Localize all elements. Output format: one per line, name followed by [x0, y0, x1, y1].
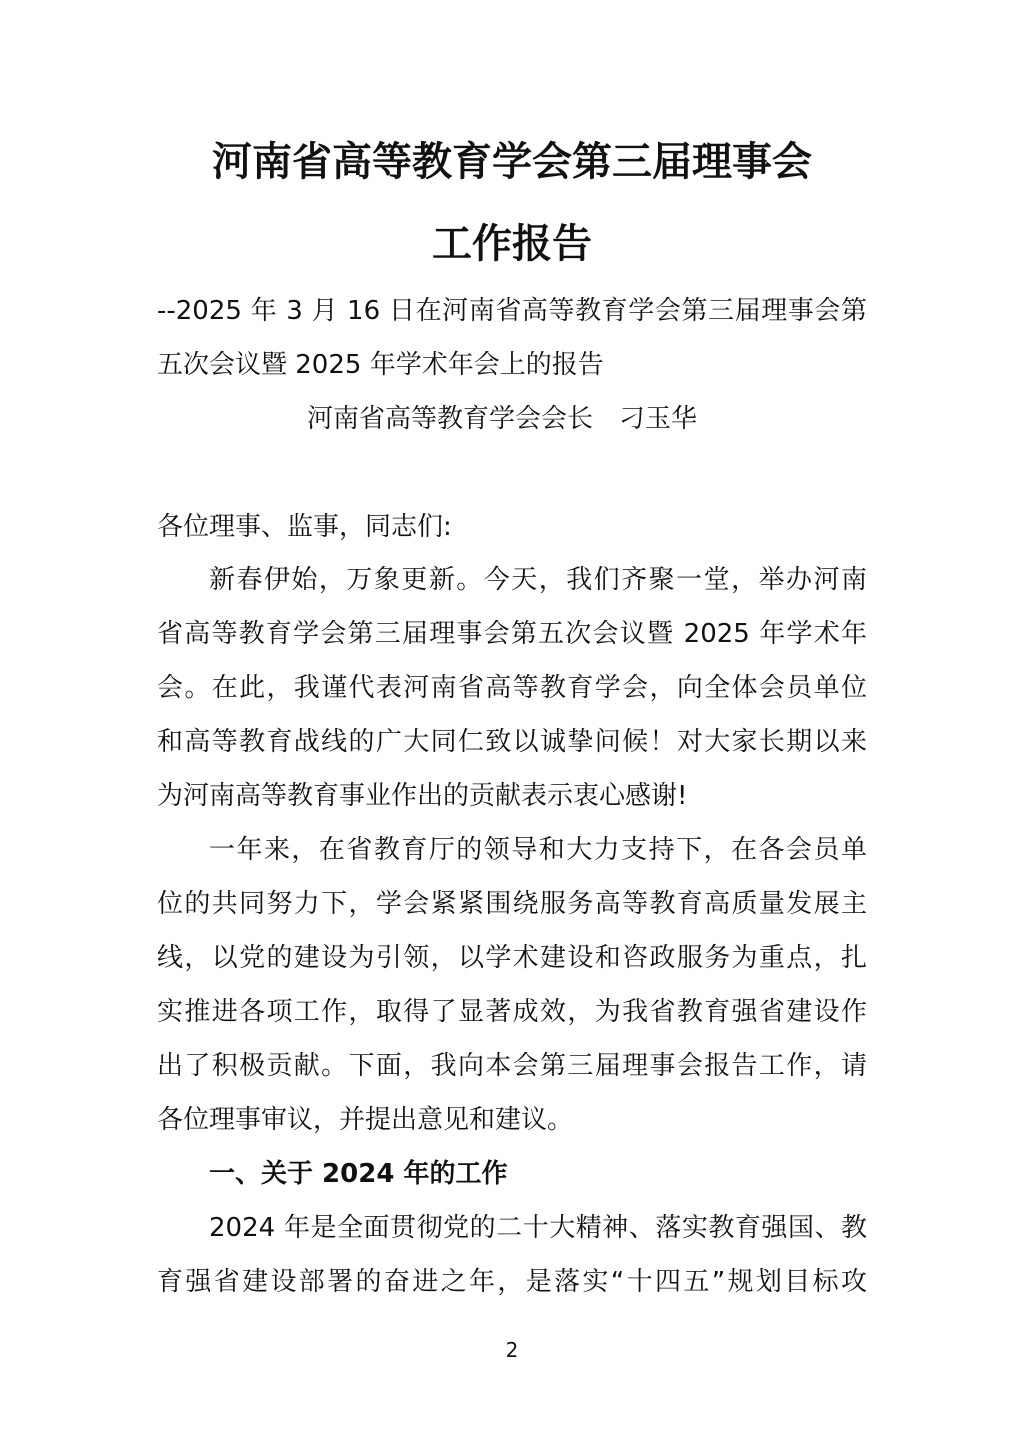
paragraph-2-line-3: 线，以党的建设为引领，以学术建设和咨政服务为重点，扎	[157, 943, 867, 973]
paragraph-1-line-3: 会。在此，我谨代表河南省高等教育学会，向全体会员单位	[157, 673, 867, 703]
subtitle-line-1: --2025 年 3 月 16 日在河南省高等教育学会第三届理事会第	[157, 296, 867, 326]
salutation: 各位理事、监事，同志们:	[157, 512, 452, 542]
paragraph-2-line-6: 各位理事审议，并提出意见和建议。	[157, 1105, 574, 1135]
paragraph-2-line-4: 实推进各项工作，取得了显著成效，为我省教育强省建设作	[157, 997, 867, 1027]
paragraph-1-line-1: 新春伊始，万象更新。今天，我们齐聚一堂，举办河南	[209, 565, 867, 595]
document-title-line-1: 河南省高等教育学会第三届理事会	[212, 138, 812, 185]
paragraph-2-line-5: 出了积极贡献。下面，我向本会第三届理事会报告工作，请	[157, 1051, 867, 1081]
subtitle-line-2: 五次会议暨 2025 年学术年会上的报告	[157, 350, 604, 380]
paragraph-1-line-4: 和高等教育战线的广大同仁致以诚挚问候！对大家长期以来	[157, 727, 867, 757]
page-number: 2	[505, 1338, 519, 1362]
paragraph-1-line-5: 为河南高等教育事业作出的贡献表示衷心感谢!	[157, 781, 688, 811]
paragraph-2-line-1: 一年来，在省教育厅的领导和大力支持下，在各会员单	[209, 835, 867, 865]
author-line: 河南省高等教育学会会长 刁玉华	[307, 404, 698, 434]
paragraph-2-line-2: 位的共同努力下，学会紧紧围绕服务高等教育高质量发展主	[157, 889, 867, 919]
section-heading-1: 一、关于 2024 年的工作	[209, 1159, 508, 1189]
paragraph-1-line-2: 省高等教育学会第三届理事会第五次会议暨 2025 年学术年	[157, 619, 867, 649]
document-title-line-2: 工作报告	[432, 220, 592, 267]
paragraph-3-line-2: 育强省建设部署的奋进之年，是落实“十四五”规划目标攻	[157, 1267, 867, 1297]
paragraph-3-line-1: 2024 年是全面贯彻党的二十大精神、落实教育强国、教	[209, 1213, 867, 1243]
